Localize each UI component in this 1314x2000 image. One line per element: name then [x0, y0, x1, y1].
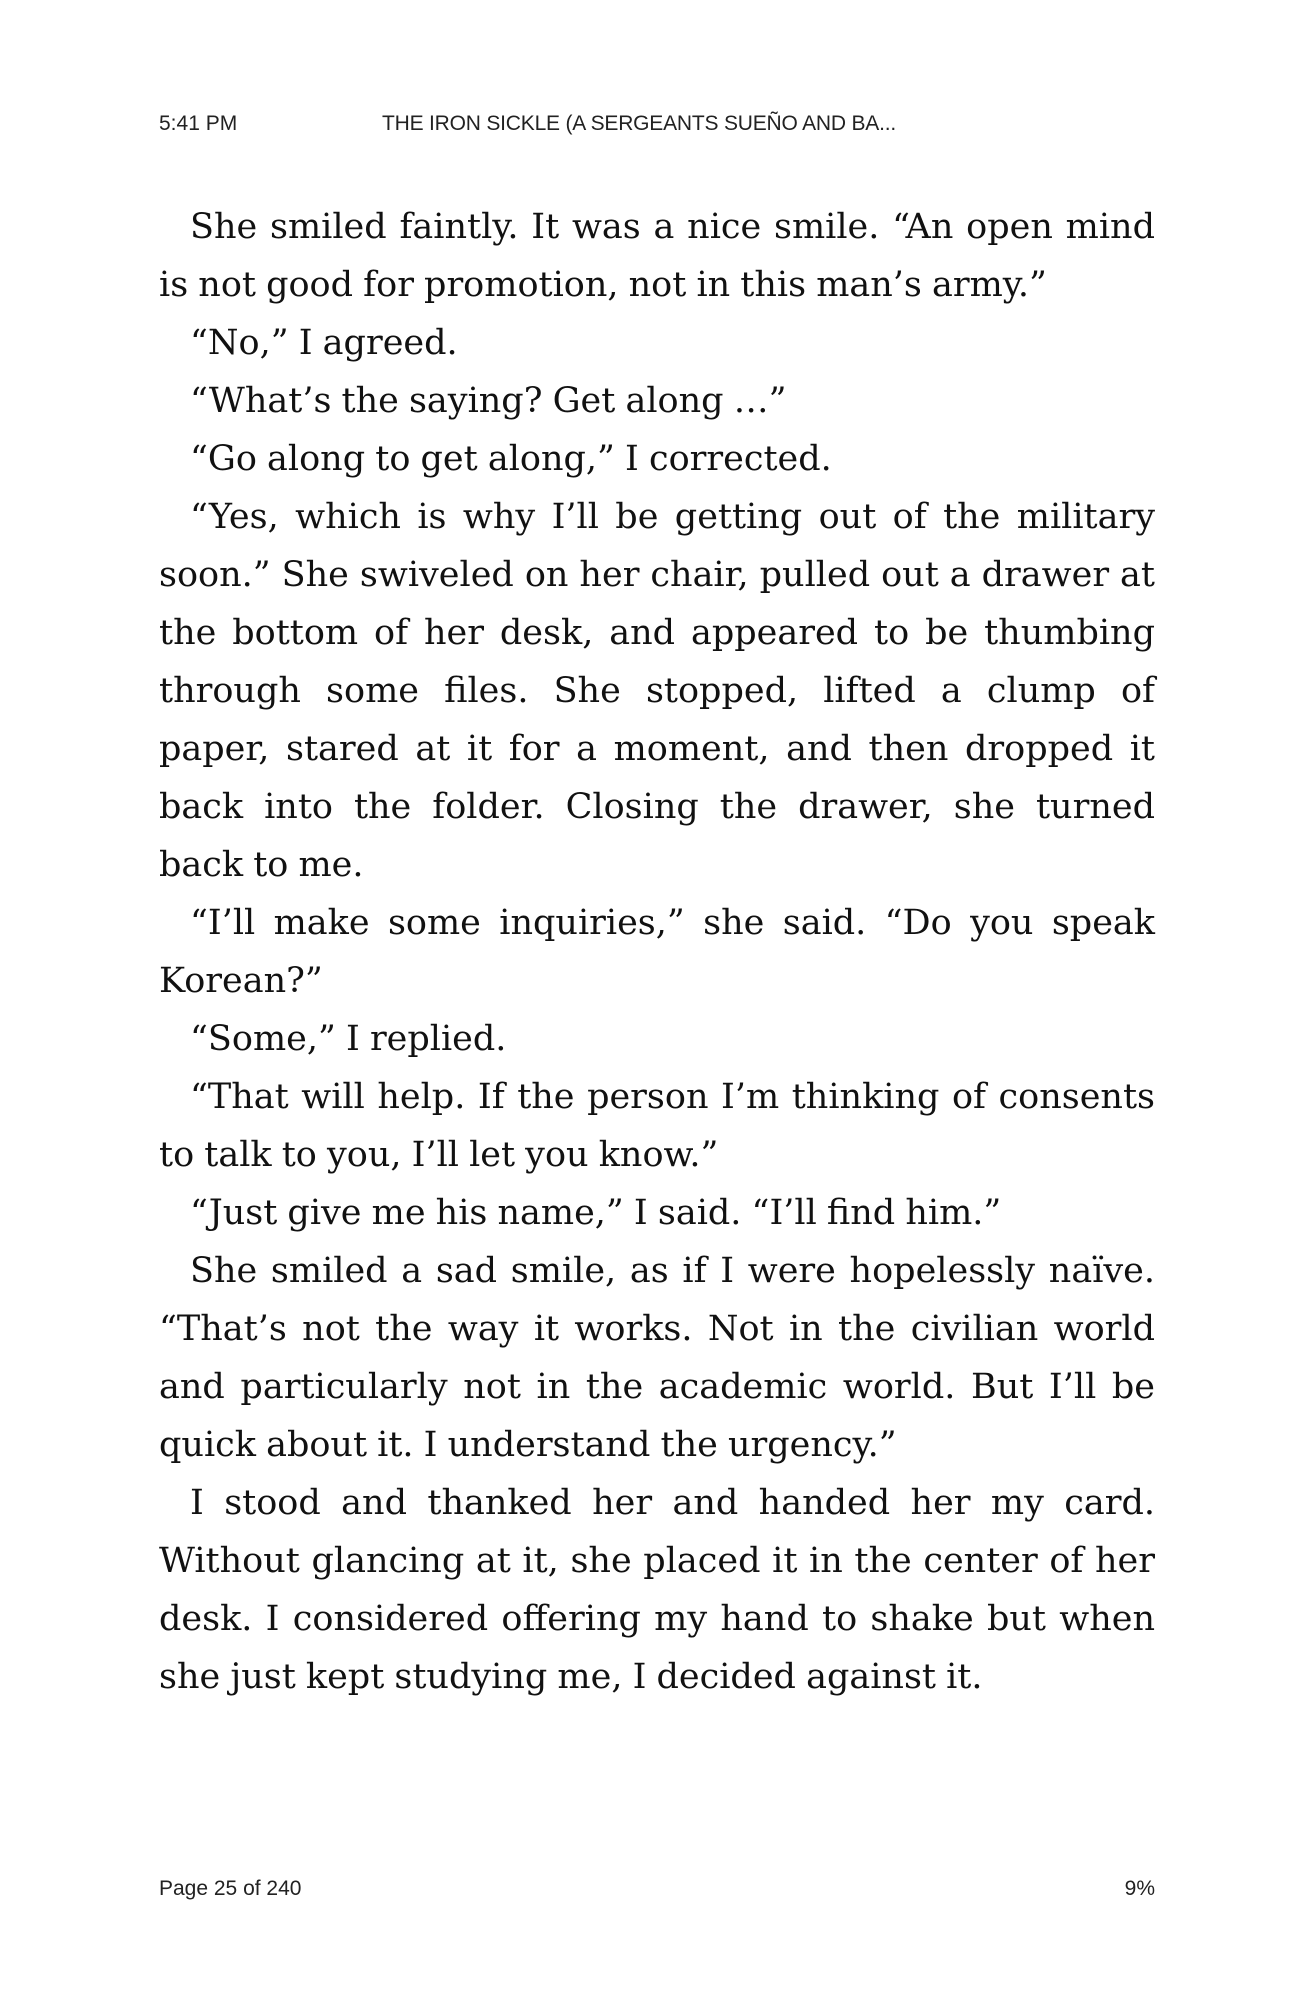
- reader-footer: [159, 1877, 1155, 1913]
- reading-page[interactable]: [159, 198, 1155, 1706]
- paragraph: “Yes, which is why I’ll be getting out of the military soon.” She swiveled on her chair, pulled out a drawer at the bottom of her desk, and appeared to be thumbing through some files. She stopped, lifted a clump of paper, stared at it for a moment, and then dropped it back into the folder. Closing the drawer, she turned back to me.: [159, 497, 1155, 885]
- paragraph: “Just give me his name,” I said. “I’ll find him.”: [190, 1193, 1002, 1233]
- paragraph: “No,” I agreed.: [190, 323, 458, 363]
- paragraph: “I’ll make some inquiries,” she said. “Do you speak Korean?”: [159, 903, 1155, 1001]
- reader-top-bar: [159, 108, 1155, 148]
- paragraph: “What’s the saying? Get along …”: [190, 381, 787, 421]
- paragraph: “That will help. If the person I’m thinking of consents to talk to you, I’ll let you know.”: [159, 1077, 1155, 1175]
- clock-time: 5:41 PM: [159, 112, 238, 135]
- paragraph: “Some,” I replied.: [190, 1019, 507, 1059]
- paragraph: She smiled faintly. It was a nice smile. “An open mind is not good for promotion, not in this man’s army.”: [159, 207, 1155, 305]
- book-title[interactable]: THE IRON SICKLE (A SERGEANTS SUEÑO AND BA...: [382, 112, 896, 135]
- page-indicator[interactable]: Page 25 of 240: [159, 1877, 302, 1900]
- paragraph: She smiled a sad smile, as if I were hopelessly naïve. “That’s not the way it works. Not in the civilian world and particularly not in the academic world. But I’ll be quick about it. I understand the urgency.”: [159, 1251, 1155, 1465]
- reading-progress: 9%: [1124, 1877, 1155, 1900]
- paragraph: “Go along to get along,” I corrected.: [190, 439, 832, 479]
- paragraph: I stood and thanked her and handed her my card. Without glancing at it, she placed it in the center of her desk. I considered offering my hand to shake but when she just kept studying me, I decided against it.: [159, 1483, 1155, 1697]
